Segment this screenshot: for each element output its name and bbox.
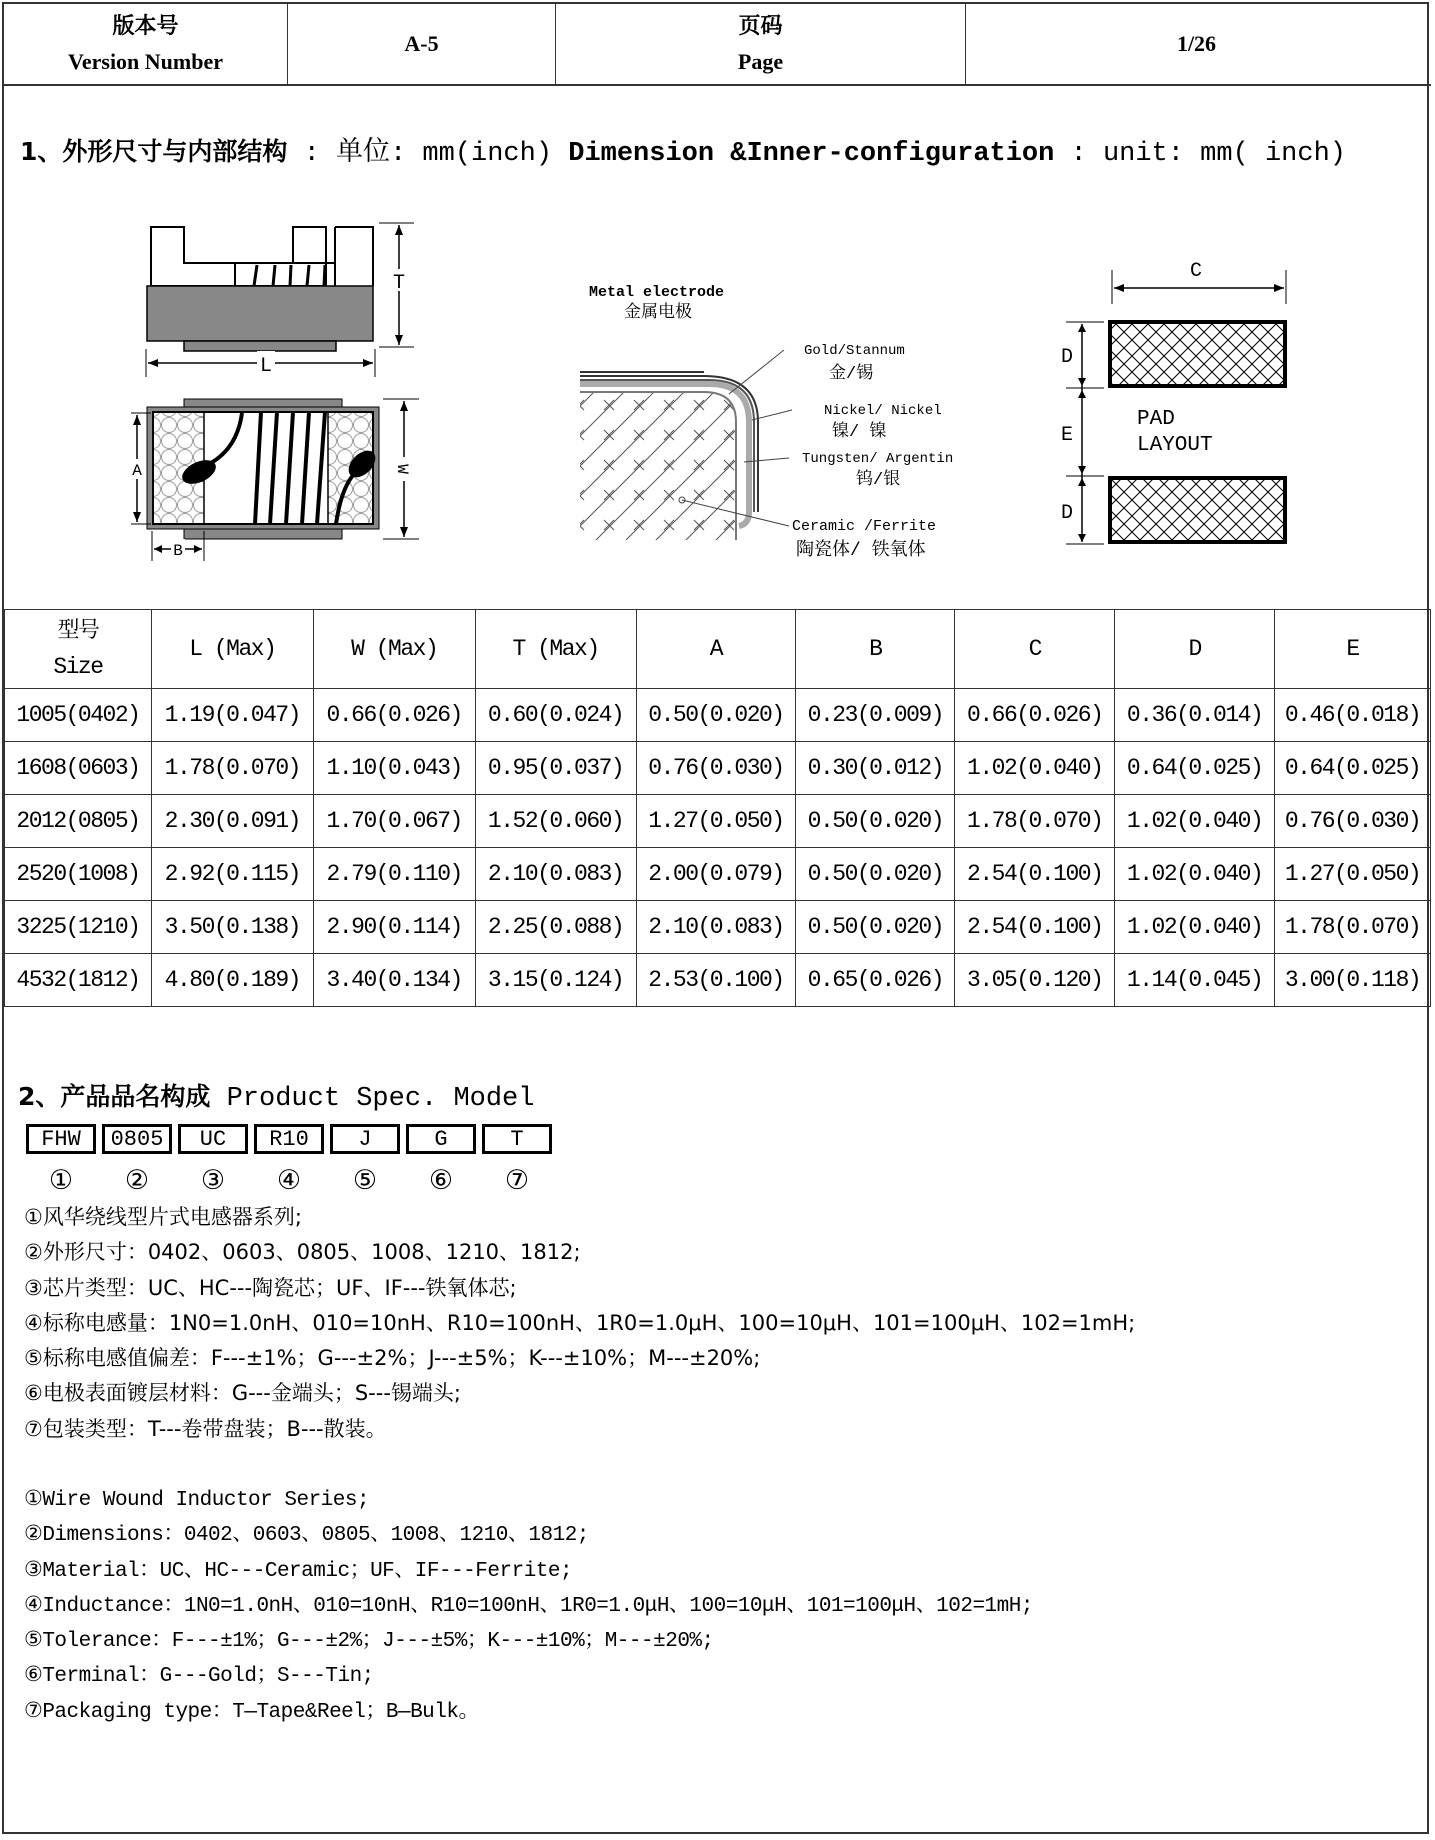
- cell-e: 0.76(0.030): [1275, 795, 1431, 848]
- version-label-cell: [4, 4, 288, 84]
- cell-size: 4532(1812): [5, 954, 152, 1007]
- cell-b: 0.50(0.020): [796, 901, 955, 954]
- dimension-table: [4, 609, 1431, 1007]
- spec-description-en: [24, 1483, 1033, 1730]
- pad-label-d-bottom: D: [1060, 502, 1074, 525]
- cell-d: 0.64(0.025): [1115, 742, 1275, 795]
- page-value-cell: [966, 4, 1427, 84]
- cell-d: 1.02(0.040): [1115, 848, 1275, 901]
- cell-e: 0.46(0.018): [1275, 689, 1431, 742]
- cell-a: 2.53(0.100): [636, 954, 796, 1007]
- pad-layout-diagram: [1044, 252, 1304, 566]
- spec-line-cn: ⑦包装类型：T---卷带盘装；B---散装。: [24, 1416, 387, 1441]
- table-header-size: [5, 610, 152, 689]
- spec-line-en: ⑤Tolerance：F---±1%；G---±2%；J---±5%；K---±10%；M---±20%;: [24, 1630, 714, 1654]
- model-code-numbers: [26, 1165, 552, 1196]
- spec-line-cn: ④标称电感量：1N0=1.0nH、010=10nH、R10=100nH、1R0=1.0μH、100=10μH、101=100μH、102=1mH;: [24, 1310, 1136, 1335]
- gold-stannum-label-en: Gold/Stannum: [804, 343, 905, 359]
- table-header-a: A: [636, 610, 796, 689]
- tungsten-label-cn: 钨/银: [856, 471, 901, 490]
- gold-stannum-label-cn: 金/锡: [829, 365, 874, 384]
- model-code-number: ④: [276, 1165, 302, 1196]
- table-header-t: T (Max): [475, 610, 636, 689]
- cell-t: 2.25(0.088): [475, 901, 636, 954]
- ceramic-label-en: Ceramic /Ferrite: [792, 518, 937, 535]
- cell-l: 1.19(0.047): [151, 689, 313, 742]
- table-row: [5, 742, 1431, 795]
- inductor-outline-diagram: [129, 209, 459, 568]
- cell-w: 2.79(0.110): [313, 848, 475, 901]
- cell-a: 2.00(0.079): [636, 848, 796, 901]
- model-code-number: ⑦: [504, 1165, 530, 1196]
- table-row: [5, 689, 1431, 742]
- cell-size: 1005(0402): [5, 689, 152, 742]
- page-label-en: Page: [737, 49, 784, 74]
- spec-line-en: ④Inductance：1N0=1.0nH、010=10nH、R10=100nH、1R0=1.0μH、100=10μH、101=100μH、102=1mH;: [24, 1594, 1033, 1618]
- cell-w: 3.40(0.134): [313, 954, 475, 1007]
- table-header-b: B: [796, 610, 955, 689]
- header-size-cn: 型号: [57, 618, 99, 643]
- cell-t: 2.10(0.083): [475, 848, 636, 901]
- side-view: [146, 223, 414, 378]
- cell-b: 0.23(0.009): [796, 689, 955, 742]
- version-label-en: Version Number: [67, 49, 224, 74]
- cell-e: 0.64(0.025): [1275, 742, 1431, 795]
- cell-c: 3.05(0.120): [955, 954, 1115, 1007]
- cell-t: 0.60(0.024): [475, 689, 636, 742]
- table-row: [5, 901, 1431, 954]
- spec-line-cn: ⑥电极表面镀层材料：G---金端头；S---锡端头;: [24, 1381, 461, 1406]
- cell-a: 0.50(0.020): [636, 689, 796, 742]
- table-row: [5, 795, 1431, 848]
- spec-description-cn: [24, 1200, 1135, 1447]
- cell-size: 2520(1008): [5, 848, 152, 901]
- document-page: [2, 2, 1429, 1834]
- spec-line-en: ⑥Terminal：G---Gold；S---Tin;: [24, 1665, 374, 1689]
- dim-label-b: B: [173, 542, 183, 560]
- cell-d: 1.14(0.045): [1115, 954, 1275, 1007]
- spec-line-en: ⑦Packaging type：T—Tape&Reel；B—Bulk。: [24, 1700, 479, 1724]
- cell-a: 1.27(0.050): [636, 795, 796, 848]
- cell-a: 0.76(0.030): [636, 742, 796, 795]
- pad-label-e: E: [1060, 424, 1074, 447]
- cell-t: 0.95(0.037): [475, 742, 636, 795]
- cell-l: 3.50(0.138): [151, 901, 313, 954]
- section1-title-en: Dimension &Inner-configuration: [568, 139, 1055, 169]
- version-label-cn: 版本号: [112, 13, 179, 38]
- dim-label-w: W: [393, 464, 411, 474]
- top-view: [130, 399, 419, 561]
- pad-label-d-top: D: [1060, 346, 1074, 369]
- spec-line-en: ②Dimensions：0402、0603、0805、1008、1210、1812;: [24, 1524, 589, 1548]
- spec-line-en: ①Wire Wound Inductor Series;: [24, 1489, 370, 1512]
- model-code-number: ①: [48, 1165, 74, 1196]
- cell-b: 0.65(0.026): [796, 954, 955, 1007]
- model-code-number: ⑥: [428, 1165, 454, 1196]
- table-header-c: C: [955, 610, 1115, 689]
- cell-e: 3.00(0.118): [1275, 954, 1431, 1007]
- model-code-box: UC: [178, 1124, 248, 1154]
- table-header-e: E: [1275, 610, 1431, 689]
- cell-t: 3.15(0.124): [475, 954, 636, 1007]
- table-row: [5, 848, 1431, 901]
- cell-w: 0.66(0.026): [313, 689, 475, 742]
- table-row: [5, 954, 1431, 1007]
- section1-title-cn: 1、外形尺寸与内部结构: [20, 137, 288, 166]
- cell-a: 2.10(0.083): [636, 901, 796, 954]
- section1-unit-en: : unit: mm( inch): [1054, 139, 1346, 169]
- table-header-row: [5, 610, 1431, 689]
- cell-size: 3225(1210): [5, 901, 152, 954]
- cell-c: 1.78(0.070): [955, 795, 1115, 848]
- cell-w: 1.10(0.043): [313, 742, 475, 795]
- dim-label-t: T: [392, 272, 406, 295]
- cell-b: 0.30(0.012): [796, 742, 955, 795]
- model-code-number: ②: [124, 1165, 150, 1196]
- pad-label-c: C: [1189, 260, 1203, 283]
- model-code-box: FHW: [26, 1124, 96, 1154]
- cell-b: 0.50(0.020): [796, 848, 955, 901]
- nickel-label-cn: 镍/ 镍: [832, 423, 887, 442]
- section1-title: [20, 129, 1346, 169]
- cell-e: 1.78(0.070): [1275, 901, 1431, 954]
- dim-label-a: A: [132, 462, 142, 480]
- document-header: [4, 4, 1431, 86]
- pad-text: PAD: [1137, 408, 1175, 431]
- model-code-box: T: [482, 1124, 552, 1154]
- model-code-boxes: [26, 1124, 552, 1154]
- spec-line-en: ③Material：UC、HC---Ceramic；UF、IF---Ferrite;: [24, 1559, 573, 1583]
- page-label-cell: [556, 4, 966, 84]
- model-code-box: J: [330, 1124, 400, 1154]
- spec-line-cn: ③芯片类型：UC、HC---陶瓷芯；UF、IF---铁氧体芯;: [24, 1275, 517, 1300]
- header-size-en: Size: [53, 654, 103, 680]
- cell-c: 0.66(0.026): [955, 689, 1115, 742]
- model-code-box: R10: [254, 1124, 324, 1154]
- cell-b: 0.50(0.020): [796, 795, 955, 848]
- cell-c: 1.02(0.040): [955, 742, 1115, 795]
- electrode-structure-diagram: [564, 272, 994, 566]
- cell-t: 1.52(0.060): [475, 795, 636, 848]
- layout-text: LAYOUT: [1137, 434, 1213, 457]
- spec-line-cn: ②外形尺寸：0402、0603、0805、1008、1210、1812;: [24, 1240, 581, 1265]
- cell-e: 1.27(0.050): [1275, 848, 1431, 901]
- version-value-cell: [288, 4, 556, 84]
- model-code-number: ③: [200, 1165, 226, 1196]
- metal-electrode-label-en: Metal electrode: [589, 284, 725, 301]
- page-value: 1/26: [1176, 31, 1217, 56]
- model-code-box: G: [406, 1124, 476, 1154]
- cell-d: 1.02(0.040): [1115, 901, 1275, 954]
- cell-l: 2.30(0.091): [151, 795, 313, 848]
- tungsten-label-en: Tungsten/ Argentin: [802, 451, 954, 467]
- cell-l: 2.92(0.115): [151, 848, 313, 901]
- cell-c: 2.54(0.100): [955, 848, 1115, 901]
- version-value: A-5: [404, 31, 439, 56]
- cell-w: 1.70(0.067): [313, 795, 475, 848]
- table-header-d: D: [1115, 610, 1275, 689]
- section2-title: [18, 1077, 534, 1114]
- section2-title-cn: 2、产品品名构成: [18, 1082, 211, 1111]
- model-code-box: 0805: [102, 1124, 172, 1154]
- cell-l: 4.80(0.189): [151, 954, 313, 1007]
- cell-c: 2.54(0.100): [955, 901, 1115, 954]
- cell-size: 1608(0603): [5, 742, 152, 795]
- table-header-w: W (Max): [313, 610, 475, 689]
- cell-w: 2.90(0.114): [313, 901, 475, 954]
- spec-line-cn: ⑤标称电感值偏差：F---±1%；G---±2%；J---±5%；K---±10%；M---±20%;: [24, 1346, 761, 1371]
- table-header-l: L (Max): [151, 610, 313, 689]
- page-label-cn: 页码: [738, 13, 783, 38]
- ceramic-label-cn: 陶瓷体/ 铁氧体: [796, 541, 926, 561]
- cell-size: 2012(0805): [5, 795, 152, 848]
- section1-unit-cn: : 单位: mm(inch): [287, 139, 569, 169]
- section2-title-en: Product Spec. Model: [210, 1084, 535, 1114]
- model-code-number: ⑤: [352, 1165, 378, 1196]
- cell-l: 1.78(0.070): [151, 742, 313, 795]
- cell-d: 1.02(0.040): [1115, 795, 1275, 848]
- nickel-label-en: Nickel/ Nickel: [824, 403, 942, 419]
- cell-d: 0.36(0.014): [1115, 689, 1275, 742]
- dim-label-l: L: [259, 355, 273, 378]
- spec-line-cn: ①风华绕线型片式电感器系列;: [24, 1205, 302, 1229]
- metal-electrode-label-cn: 金属电极: [624, 304, 692, 323]
